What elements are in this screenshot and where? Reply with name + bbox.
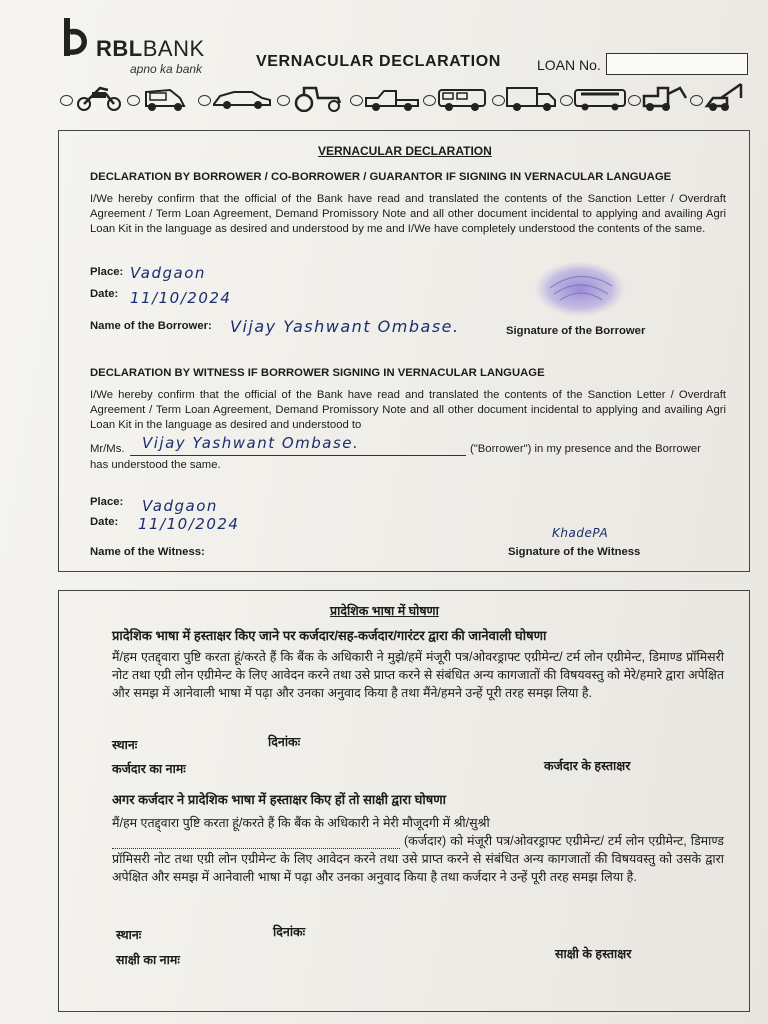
date-label: Date: — [90, 288, 119, 300]
witness-mr-ms-label: Mr/Ms. — [90, 443, 125, 455]
date-value: 11/10/2024 — [130, 289, 232, 307]
truck-icon — [505, 86, 557, 112]
vehicle-radio-car[interactable] — [198, 95, 211, 106]
crane-icon — [703, 82, 747, 112]
witness-declaration-text: I/We hereby confirm that the official of the Bank have read and translated the contents of the Sanction Letter / Overdraft Agreement / Term Loan Agreement, Demand Promissory Note and all other document incidental to applying and availing Agri Loan Kit in the language as desired and understood to — [90, 389, 726, 431]
witness-signature-label: Signature of the Witness — [508, 546, 641, 558]
hindi-witness-signature-label: साक्षी के हस्ताक्षर — [555, 947, 632, 961]
place-value: Vadgaon — [130, 264, 206, 282]
witness-understood-text: has understood the same. — [90, 459, 221, 471]
motorbike-icon — [74, 86, 124, 112]
hindi-witness-date-label: दिनांकः — [273, 925, 306, 939]
loader-icon — [640, 84, 690, 112]
hindi-witness-text-a: मैं/हम एतद्द्वारा पुष्टि करता हूं/करते हैं कि बैंक के अधिकारी ने मेरी मौजूदगी में श्री/सुश्री — [112, 816, 490, 830]
hindi-witness-name-label: साक्षी का नामः — [116, 953, 180, 967]
vehicle-radio-van[interactable] — [423, 95, 436, 106]
hindi-borrower-text: मैं/हम एतद्द्वारा पुष्टि करता हूं/करते हैं कि बैंक के अधिकारी ने मुझे/हमें मंजूरी पत्र/ओवरड्राफ्ट एग्रीमेन्ट/ टर्म लोन एग्रीमेन्ट, डिमाण्ड प्रॉमिसरी नोट तथा एग्री लोन एग्रीमेन्ट के लिए आवेदन करने तथा उसे प्राप्त करने से संबंधित अन्य कागजातों की विषयवस्तु को मेरे/हमारे द्वारा अपेक्षित और समझ में आनेवाली भाषा में पढ़ा और उनका अनुवाद किया है तथा मैंने/हमने उन्हें पूरी तरह समझ लिया है. — [112, 650, 724, 700]
borrower-signature-label: Signature of the Borrower — [506, 325, 646, 337]
witness-signature-value: KhadePA — [552, 526, 609, 540]
vehicle-radio-auto[interactable] — [127, 95, 140, 106]
witness-declaration-heading: DECLARATION BY WITNESS IF BORROWER SIGNING IN VERNACULAR LANGUAGE — [90, 367, 545, 379]
hindi-borrower-name-label: कर्जदार का नामः — [112, 762, 186, 776]
vehicle-radio-tractor[interactable] — [277, 95, 290, 106]
hindi-place-label: स्थानः — [112, 738, 138, 752]
auto-rickshaw-icon — [140, 86, 190, 112]
witness-date-value: 11/10/2024 — [138, 515, 240, 533]
loan-number-label: LOAN No. — [537, 57, 601, 73]
vehicle-radio-bike[interactable] — [60, 95, 73, 106]
loan-number-field[interactable] — [606, 53, 748, 75]
vehicle-radio-bus[interactable] — [560, 95, 573, 106]
vehicle-radio-pickup[interactable] — [350, 95, 363, 106]
witness-name-label: Name of the Witness: — [90, 546, 205, 558]
rbl-logo-icon — [62, 18, 92, 58]
car-icon — [212, 88, 272, 110]
hindi-witness-text-b: (कर्जदार) को मंजूरी पत्र/ओवरड्राफ्ट एग्रीमेन्ट/ टर्म लोन एग्रीमेन्ट, डिमाण्ड प्रॉमिसरी नोट तथा एग्री लोन एग्रीमेन्ट के लिए आवेदन करने तथा उसे प्राप्त करने से संबंधित अन्य कागजातों की विषयवस्तु को उसके द्वारा अपेक्षित और समझ में आनेवाली भाषा में पढ़ा और उनका अनुवाद किया है तथा कर्जदार ने उन्हें पूरी तरह समझ लिया है. — [112, 834, 724, 884]
witness-place-label: Place: — [90, 496, 124, 508]
borrower-name-value: Vijay Yashwant Ombase. — [230, 317, 460, 336]
brand-name: RBLBANK — [96, 36, 205, 61]
vehicle-radio-truck[interactable] — [492, 95, 505, 106]
witness-borrower-text: ("Borrower") in my presence and the Borrower — [470, 443, 701, 455]
hindi-borrower-heading: प्रादेशिक भाषा में हस्ताक्षर किए जाने पर कर्जदार/सह-कर्जदार/गारंटर द्वारा की जानेवाली घोषणा — [112, 628, 547, 643]
witness-place-value: Vadgaon — [142, 497, 218, 515]
borrower-declaration-heading: DECLARATION BY BORROWER / CO-BORROWER / GUARANTOR IF SIGNING IN VERNACULAR LANGUAGE — [90, 171, 672, 183]
hindi-witness-place-label: स्थानः — [116, 928, 142, 942]
witness-date-label: Date: — [90, 516, 119, 528]
thumbprint-icon — [530, 258, 630, 320]
hindi-borrower-signature-label: कर्जदार के हस्ताक्षर — [544, 759, 631, 773]
brand-tagline: apno ka bank — [130, 62, 203, 76]
bus-icon — [573, 88, 627, 112]
hindi-date-label: दिनांकः — [268, 735, 301, 749]
vehicle-radio-crane[interactable] — [690, 95, 703, 106]
place-label: Place: — [90, 266, 124, 278]
pickup-truck-icon — [364, 88, 420, 112]
hindi-witness-heading: अगर कर्जदार ने प्रादेशिक भाषा में हस्ताक्षर किए हों तो साक्षी द्वारा घोषणा — [112, 792, 447, 807]
tractor-icon — [290, 86, 346, 112]
borrower-name-line — [130, 455, 466, 456]
page-title: VERNACULAR DECLARATION — [256, 53, 501, 70]
witness-borrower-name-value: Vijay Yashwant Ombase. — [142, 434, 360, 452]
borrower-declaration-text: I/We hereby confirm that the official of the Bank have read and translated the contents of the Sanction Letter / Overdraft Agreement / Term Loan Agreement, Demand Promissory Note and all other document incidental to applying and availing Agri Loan Kit in the language as desired and understood by me and I/We have completely understood the contents of the same. — [90, 193, 726, 235]
van-icon — [437, 86, 489, 112]
borrower-name-label: Name of the Borrower: — [90, 320, 212, 332]
english-box-title: VERNACULAR DECLARATION — [318, 144, 492, 158]
hindi-box-title: प्रादेशिक भाषा में घोषणा — [330, 604, 439, 618]
